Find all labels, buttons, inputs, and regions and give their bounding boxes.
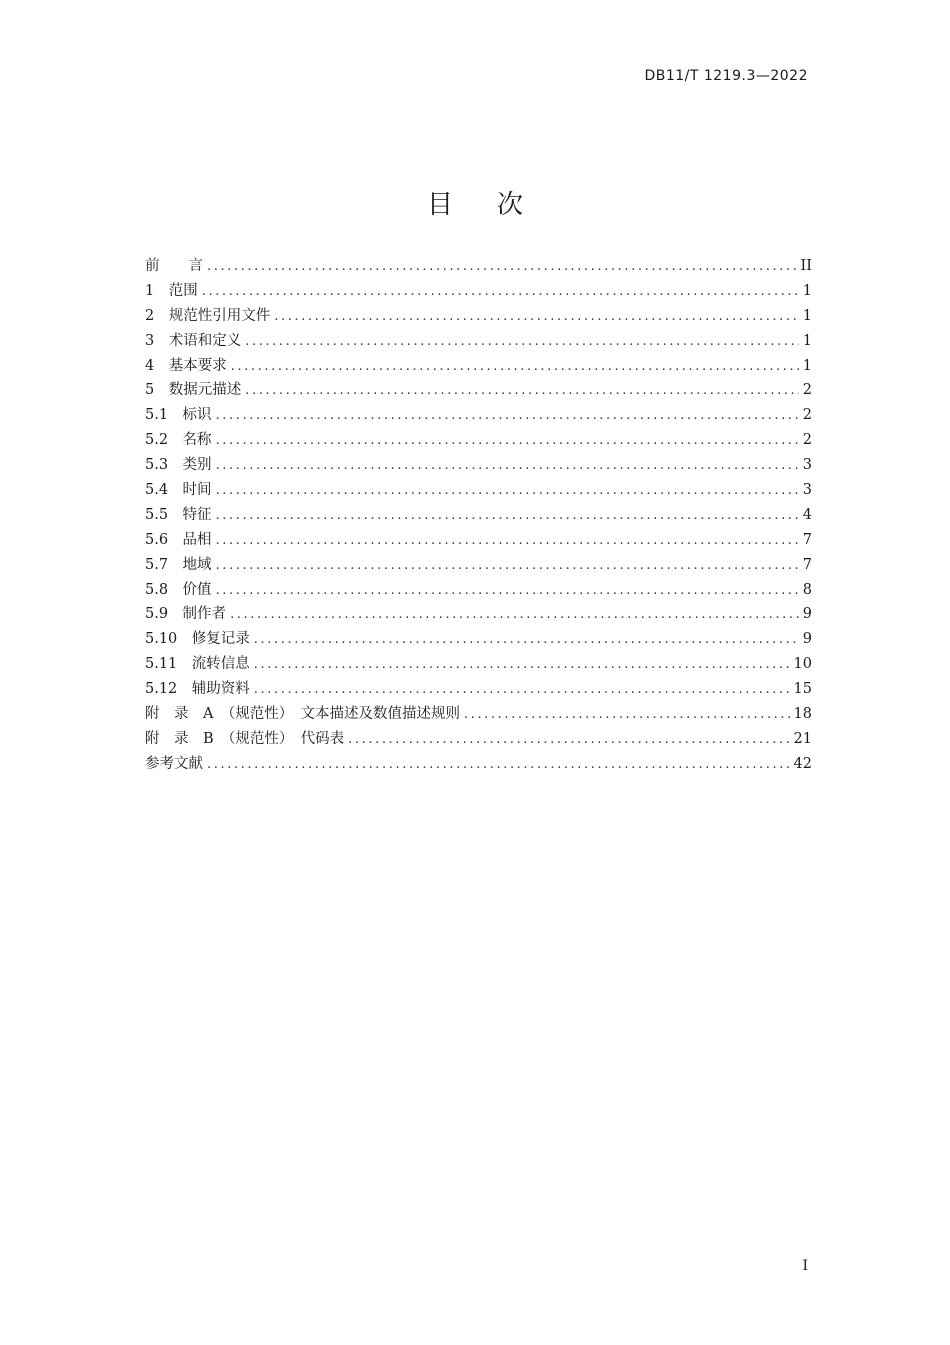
- toc-entry-label: 5.1 标识: [145, 407, 212, 424]
- toc-entry-label: 4 基本要求: [145, 357, 227, 374]
- toc-dot-leader: [245, 379, 799, 404]
- toc-entry[interactable]: [145, 578, 812, 603]
- toc-dot-leader: [464, 703, 790, 728]
- toc-entry-page: 2: [802, 432, 812, 449]
- toc-entry-label: 5.7 地域: [145, 556, 212, 573]
- toc-entry-page: 9: [802, 631, 812, 648]
- toc-entry-label: 前 言: [145, 258, 203, 274]
- toc-dot-leader: [348, 728, 789, 753]
- toc-entry-page: 10: [793, 656, 812, 673]
- toc-entry-label: 5.2 名称: [145, 432, 212, 449]
- toc-dot-leader: [254, 678, 790, 703]
- toc-entry[interactable]: [145, 553, 812, 578]
- toc-dot-leader: [216, 554, 799, 579]
- toc-dot-leader: [254, 653, 790, 678]
- toc-entry-label: 参考文献: [145, 755, 203, 772]
- toc-entry-label: 5.10 修复记录: [145, 631, 250, 648]
- toc-dot-leader: [254, 628, 799, 653]
- toc-entry-page: 42: [793, 755, 812, 772]
- toc-entry-page: 7: [802, 556, 812, 573]
- toc-entry-label: 5.12 辅助资料: [145, 681, 250, 698]
- toc-entry[interactable]: [145, 378, 812, 403]
- toc-entry[interactable]: [145, 478, 812, 503]
- toc-dot-leader: [216, 429, 799, 454]
- toc-entry-label: 2 规范性引用文件: [145, 307, 271, 324]
- toc-entry[interactable]: [145, 528, 812, 553]
- toc-entry-page: 21: [793, 730, 812, 747]
- toc-entry[interactable]: [145, 329, 812, 354]
- toc-entry[interactable]: [145, 652, 812, 677]
- toc-entry-label: 5.9 制作者: [145, 606, 227, 623]
- toc-dot-leader: [207, 753, 790, 778]
- toc-entry-label: 5.6 品相: [145, 531, 212, 548]
- toc-entry-page: 1: [802, 332, 812, 349]
- toc-entry-page: 15: [793, 681, 812, 698]
- toc-entry[interactable]: [145, 677, 812, 702]
- toc-entry[interactable]: [145, 403, 812, 428]
- toc-entry-label: 1 范围: [145, 282, 198, 299]
- toc-entry-page: 18: [793, 706, 812, 723]
- toc-dot-leader: [216, 454, 799, 479]
- toc-dot-leader: [274, 305, 799, 330]
- toc-entry[interactable]: [145, 627, 812, 652]
- toc-entry-page: 2: [802, 407, 812, 424]
- toc-entry-label: 5.4 时间: [145, 482, 212, 499]
- toc-dot-leader: [207, 255, 797, 280]
- toc-entry-label: 5.3 类别: [145, 457, 212, 474]
- toc-dot-leader: [216, 479, 799, 504]
- toc-list: [145, 254, 812, 777]
- toc-entry-label: 附 录 A （规范性） 文本描述及数值描述规则: [145, 706, 460, 723]
- toc-title: 目次: [426, 190, 567, 220]
- toc-entry-page: 1: [802, 282, 812, 299]
- toc-entry-page: II: [800, 258, 812, 274]
- toc-entry-label: 附 录 B （规范性） 代码表: [145, 730, 345, 747]
- toc-entry[interactable]: [145, 279, 812, 304]
- toc-dot-leader: [202, 280, 799, 305]
- toc-entry-page: 1: [802, 307, 812, 324]
- toc-entry[interactable]: [145, 304, 812, 329]
- toc-dot-leader: [216, 404, 799, 429]
- toc-entry[interactable]: [145, 503, 812, 528]
- toc-entry-label: 5.5 特征: [145, 506, 212, 523]
- toc-entry-label: 3 术语和定义: [145, 332, 242, 349]
- toc-entry-page: 7: [802, 531, 812, 548]
- page-number: I: [802, 1258, 808, 1274]
- toc-entry[interactable]: [145, 727, 812, 752]
- toc-entry[interactable]: [145, 453, 812, 478]
- toc-entry-page: 4: [802, 506, 812, 523]
- toc-dot-leader: [231, 355, 799, 380]
- toc-entry-page: 9: [802, 606, 812, 623]
- toc-dot-leader: [216, 529, 799, 554]
- toc-entry[interactable]: [145, 602, 812, 627]
- document-code: DB11/T 1219.3—2022: [644, 68, 808, 84]
- toc-dot-leader: [216, 579, 799, 604]
- toc-entry[interactable]: [145, 702, 812, 727]
- toc-entry-page: 8: [802, 581, 812, 598]
- toc-entry-label: 5 数据元描述: [145, 382, 242, 399]
- toc-dot-leader: [216, 504, 799, 529]
- toc-entry[interactable]: [145, 752, 812, 777]
- toc-entry-label: 5.11 流转信息: [145, 656, 250, 673]
- toc-entry-label: 5.8 价值: [145, 581, 212, 598]
- toc-entry[interactable]: [145, 354, 812, 379]
- toc-entry-page: 3: [802, 457, 812, 474]
- toc-entry-page: 3: [802, 482, 812, 499]
- toc-entry-page: 1: [802, 357, 812, 374]
- toc-entry[interactable]: [145, 428, 812, 453]
- toc-entry-page: 2: [802, 382, 812, 399]
- toc-dot-leader: [245, 330, 799, 355]
- toc-entry[interactable]: [145, 254, 812, 279]
- toc-dot-leader: [230, 603, 799, 628]
